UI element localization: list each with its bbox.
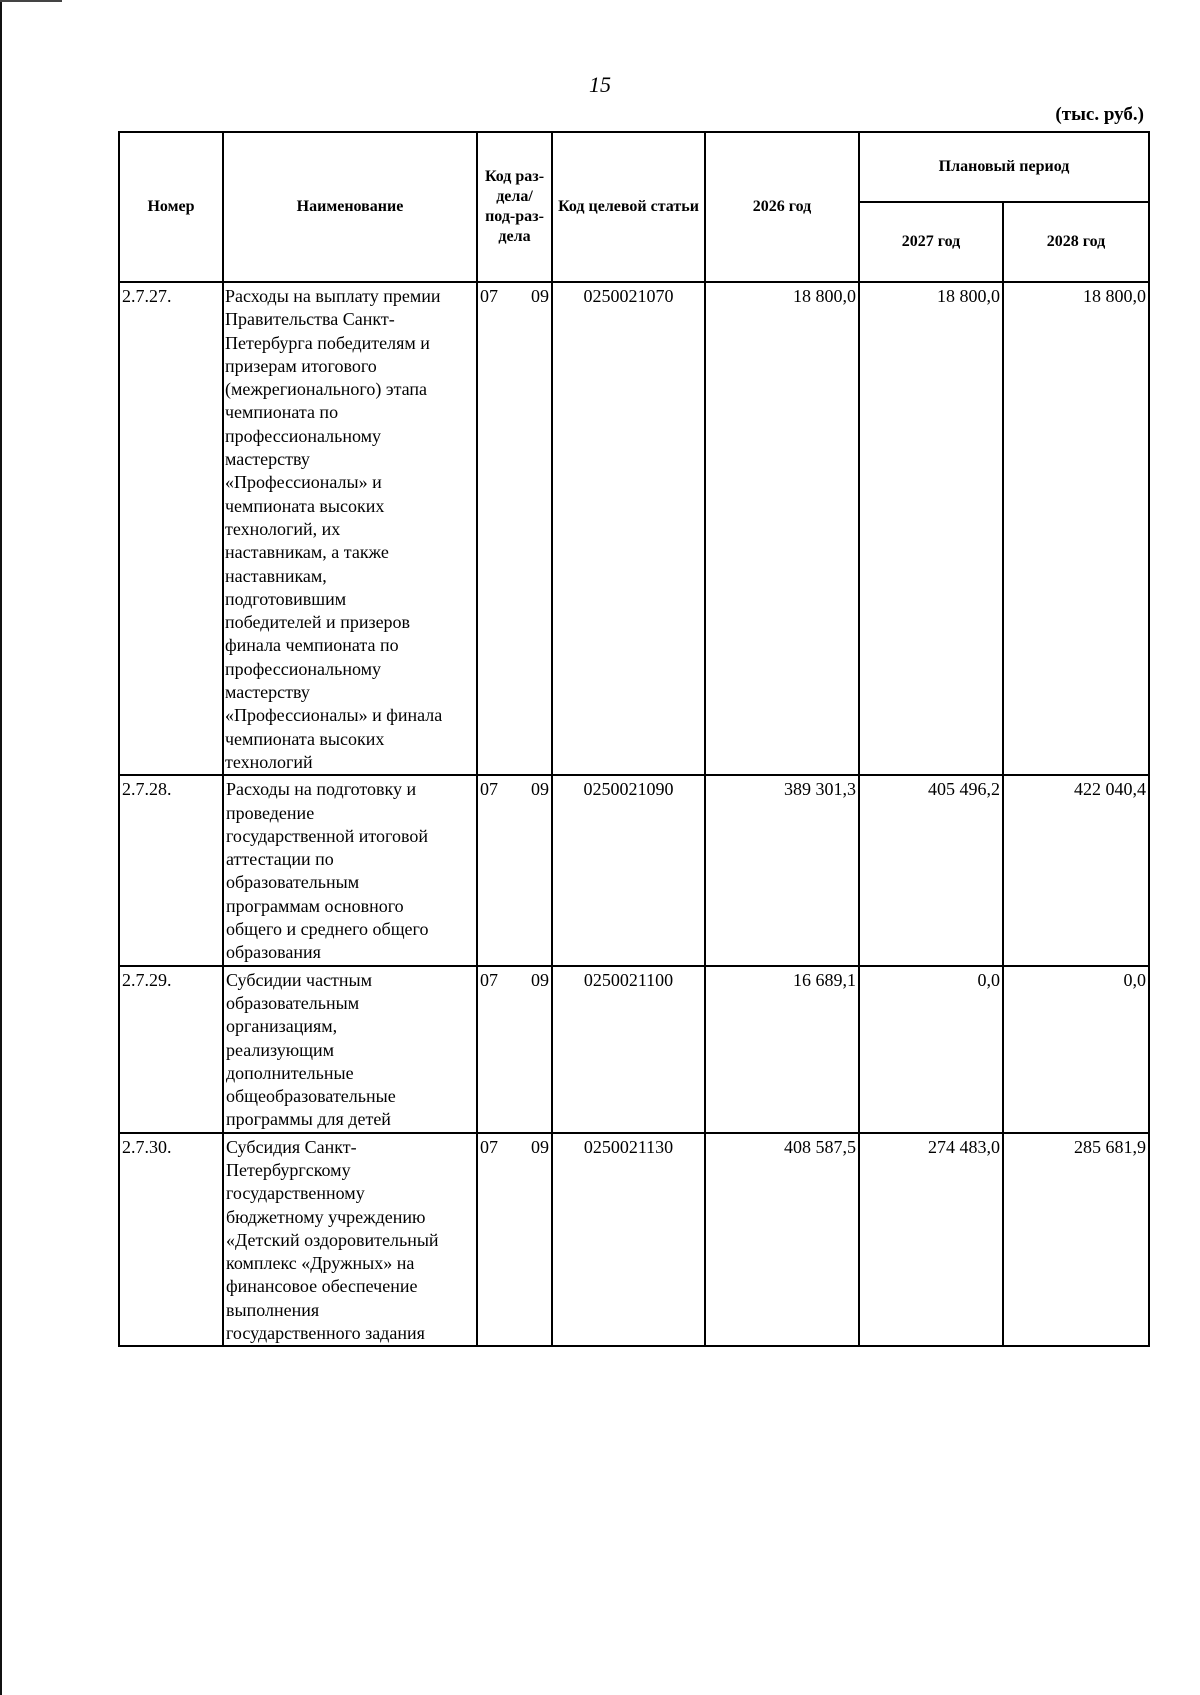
row-value-2026: 389 301,3 xyxy=(705,775,859,965)
table-row xyxy=(119,775,1149,965)
units-note: (тыс. руб.) xyxy=(1055,104,1144,125)
row-target-code: 0250021130 xyxy=(552,1133,705,1347)
row-value-2028: 422 040,4 xyxy=(1003,775,1149,965)
row-number: 2.7.29. xyxy=(119,966,223,1133)
table-row xyxy=(119,966,1149,1133)
scan-edge-left xyxy=(0,0,2,1695)
row-value-2027: 274 483,0 xyxy=(859,1133,1003,1347)
row-value-2027: 18 800,0 xyxy=(859,282,1003,775)
scan-edge-top xyxy=(0,0,62,2)
row-podrazdel: 09 xyxy=(514,1133,552,1347)
row-podrazdel: 09 xyxy=(514,966,552,1133)
table-row xyxy=(119,1133,1149,1347)
row-razdel: 07 xyxy=(477,966,514,1133)
header-name: Наименование xyxy=(223,132,477,282)
row-target-code: 0250021070 xyxy=(552,282,705,775)
header-section-code: Код раз-дела/ под-раз-дела xyxy=(477,132,552,282)
row-name: Субсидии частным образовательным организациям, реализующим дополнительные общеобразовательные программы для детей xyxy=(223,966,477,1133)
row-podrazdel: 09 xyxy=(514,775,552,965)
row-podrazdel: 09 xyxy=(514,282,552,775)
row-value-2027: 405 496,2 xyxy=(859,775,1003,965)
header-year-2028: 2028 год xyxy=(1003,202,1149,282)
table-row xyxy=(119,282,1149,775)
budget-table xyxy=(118,131,1150,1347)
header-year-2026: 2026 год xyxy=(705,132,859,282)
row-razdel: 07 xyxy=(477,1133,514,1347)
row-razdel: 07 xyxy=(477,775,514,965)
row-value-2026: 408 587,5 xyxy=(705,1133,859,1347)
row-number: 2.7.27. xyxy=(119,282,223,775)
header-row-1 xyxy=(119,132,1149,202)
row-number: 2.7.30. xyxy=(119,1133,223,1347)
header-number: Номер xyxy=(119,132,223,282)
header-target-code: Код целевой статьи xyxy=(552,132,705,282)
row-number: 2.7.28. xyxy=(119,775,223,965)
row-value-2028: 18 800,0 xyxy=(1003,282,1149,775)
row-target-code: 0250021090 xyxy=(552,775,705,965)
row-value-2026: 18 800,0 xyxy=(705,282,859,775)
row-target-code: 0250021100 xyxy=(552,966,705,1133)
row-name: Расходы на выплату премии Правительства Санкт- Петербурга победителям и призерам итогового (межрегионального) этапа чемпионата по профессиональному мастерству «Профессионалы» и чемпионата высоких технологий, их наставникам, а также наставникам, подготовившим победителей и призеров финала чемпионата по профессиональному мастерству «Профессионалы» и финала чемпионата высоких технологий xyxy=(223,282,477,775)
row-value-2028: 285 681,9 xyxy=(1003,1133,1149,1347)
row-value-2027: 0,0 xyxy=(859,966,1003,1133)
header-planning-period: Плановый период xyxy=(859,132,1149,202)
row-value-2028: 0,0 xyxy=(1003,966,1149,1133)
row-razdel: 07 xyxy=(477,282,514,775)
page-number: 15 xyxy=(589,72,611,97)
row-value-2026: 16 689,1 xyxy=(705,966,859,1133)
header-year-2027: 2027 год xyxy=(859,202,1003,282)
row-name: Расходы на подготовку и проведение государственной итоговой аттестации по образовательным программам основного общего и среднего общего образования xyxy=(223,775,477,965)
row-name: Субсидия Санкт- Петербургскому государственному бюджетному учреждению «Детский оздоровительный комплекс «Дружных» на финансовое обеспечение выполнения государственного задания xyxy=(223,1133,477,1347)
